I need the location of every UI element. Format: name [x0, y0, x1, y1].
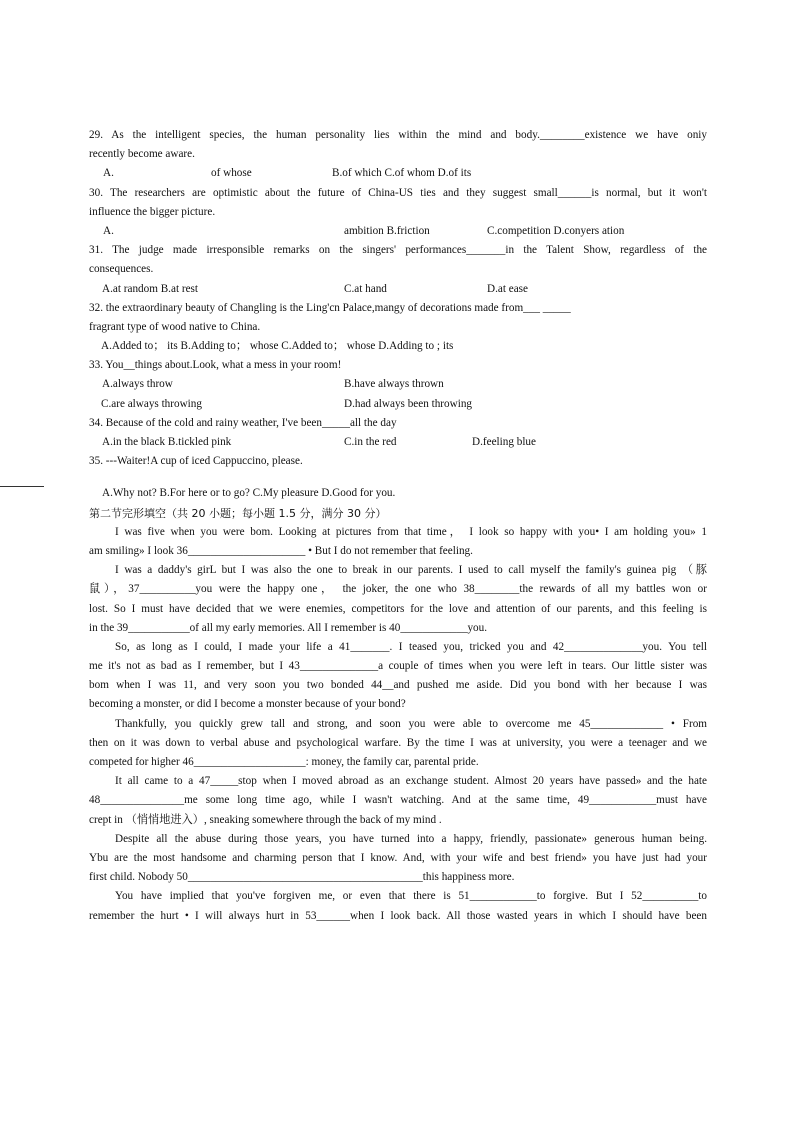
question-33-stem: 33. You__things about.Look, what a mess in your room! [89, 359, 342, 372]
passage-line: crept in （悄悄地进入）, sneaking somewhere through the back of my mind . [89, 813, 442, 826]
question-35-stem: 35. ---Waiter!A cup of iced Cappuccino, please. [89, 455, 303, 468]
passage-line: Ybu are the most handsome and charming person that I know. And, with your wife and best friend» you have just had your [89, 851, 707, 864]
option: A.always throw [102, 378, 173, 391]
passage-line: Despite all the abuse during those years, you have turned into a happy, friendly, passionate» generous human being. [115, 832, 707, 845]
question-33-options-row2 [89, 395, 707, 414]
question-32-stem: 32. the extraordinary beauty of Changling is the Ling'cn Palace,mangy of decorations made from___ _____ [89, 301, 571, 314]
question-33-options-row1 [89, 375, 707, 394]
passage-line: 48_______________me some long time ago, while I wasn't watching. And at the same time, 49____________must have [89, 794, 707, 807]
question-35-options [89, 484, 707, 503]
passage-line: then on it was down to verbal abuse and psychological warfare. By the time I was at university, you were a teenager and we [89, 736, 707, 749]
option: D.at ease [487, 282, 528, 295]
question-31-stem: 31. The judge made irresponsible remarks on the singers' performances_______in the Talent Show, regardless of the [89, 244, 707, 257]
option: A. [103, 224, 114, 237]
option: A.Why not? B.For here or to go? C.My pleasure D.Good for you. [102, 487, 396, 500]
passage-line: am smiling» I look 36_____________________ • But I do not remember that feeling. [89, 544, 473, 557]
option: A.Added to； its B.Adding to； whose C.Added to； whose D.Adding to ; its [101, 340, 454, 353]
question-29-options [89, 164, 707, 183]
question-31-stem-cont: consequences. [89, 263, 154, 276]
option: B.have always thrown [344, 378, 444, 391]
option: C.in the red [344, 436, 397, 448]
option: ambition B.friction [344, 224, 430, 237]
option: A.in the black B.tickled pink [102, 436, 232, 448]
passage-line: me it's not as bad as I remember, but I 43______________a couple of times when you were left in tears. Our little sister was [89, 660, 707, 673]
option: C.competition D.conyers ation [487, 224, 625, 237]
question-29-stem-cont: recently become aware. [89, 148, 195, 161]
option: C.at hand [344, 282, 387, 295]
section-title: 第二节完形填空（共 20 小题；每小题 1.5 分，满分 30 分） [89, 506, 387, 520]
passage-line: first child. Nobody 50__________________________________________this happiness more. [89, 871, 515, 884]
option: C.are always throwing [101, 397, 202, 410]
question-32-stem-cont: fragrant type of wood native to China. [89, 320, 261, 333]
passage-line: in the 39___________of all my early memories. All I remember is 40____________you. [89, 621, 488, 634]
passage-line: So, as long as I could, I made your life a 41_______. I teased you, tricked you and 42______________you. You tell [115, 640, 707, 653]
question-34-stem: 34. Because of the cold and rainy weather, I've been_____all the day [89, 416, 397, 429]
option: A. [103, 167, 114, 180]
question-31-options [89, 280, 707, 299]
exam-page [89, 126, 707, 926]
question-30-options [89, 222, 707, 241]
passage-line: competed for higher 46____________________: money, the family car, parental pride. [89, 756, 479, 768]
passage-line: It all came to a 47_____stop when I moved abroad as an exchange student. Almost 20 years have passed» and the hate [115, 775, 707, 788]
question-34-options [89, 433, 707, 452]
question-30-stem: 30. The researchers are optimistic about the future of China-US ties and they suggest small______is normal, but it won't [89, 186, 707, 199]
passage-line: I was five when you were bom. Looking at pictures from that time， I look so happy with you• I am holding you» 1 [115, 525, 707, 538]
option: A.at random B.at rest [102, 282, 199, 295]
question-29-stem: 29. As the intelligent species, the human personality lies within the mind and body.________existence we have oniy [89, 129, 707, 141]
passage-line: becoming a monster, or did I become a monster because of your bond? [89, 698, 406, 711]
option: D.had always been throwing [344, 397, 473, 410]
passage-line: I was a daddy's girL but I was also the one to break in our parents. I used to call myself the family's guinea pig （豚 [115, 564, 707, 577]
question-30-stem-cont: influence the bigger picture. [89, 205, 216, 218]
passage-line: remember the hurt • I will always hurt in 53______when I look back. All those wasted years in which I should have been [89, 909, 707, 922]
passage-line: bom when I was 11, and very soon you two bonded 44__and pushed me aside. Did you bond with her because I was [89, 679, 707, 692]
question-32-options [89, 337, 707, 356]
margin-rule [0, 486, 44, 487]
option: D.feeling blue [472, 436, 536, 448]
option: of whose [211, 167, 252, 180]
option: B.of which C.of whom D.of its [332, 167, 472, 180]
passage-line: You have implied that you've forgiven me, or even that there is 51____________to forgive. But I 52__________to [115, 890, 707, 903]
passage-line: 鼠），37__________you were the happy one， the joker, the one who 38________the rewards of all my battles won or [89, 583, 707, 596]
passage-line: lost. So I must have decided that we were enemies, competitors for the love and attention of our parents, and this feeling is [89, 602, 707, 615]
passage-line: Thankfully, you quickly grew tall and strong, and soon you were able to overcome me 45_____________ • From [115, 717, 707, 730]
